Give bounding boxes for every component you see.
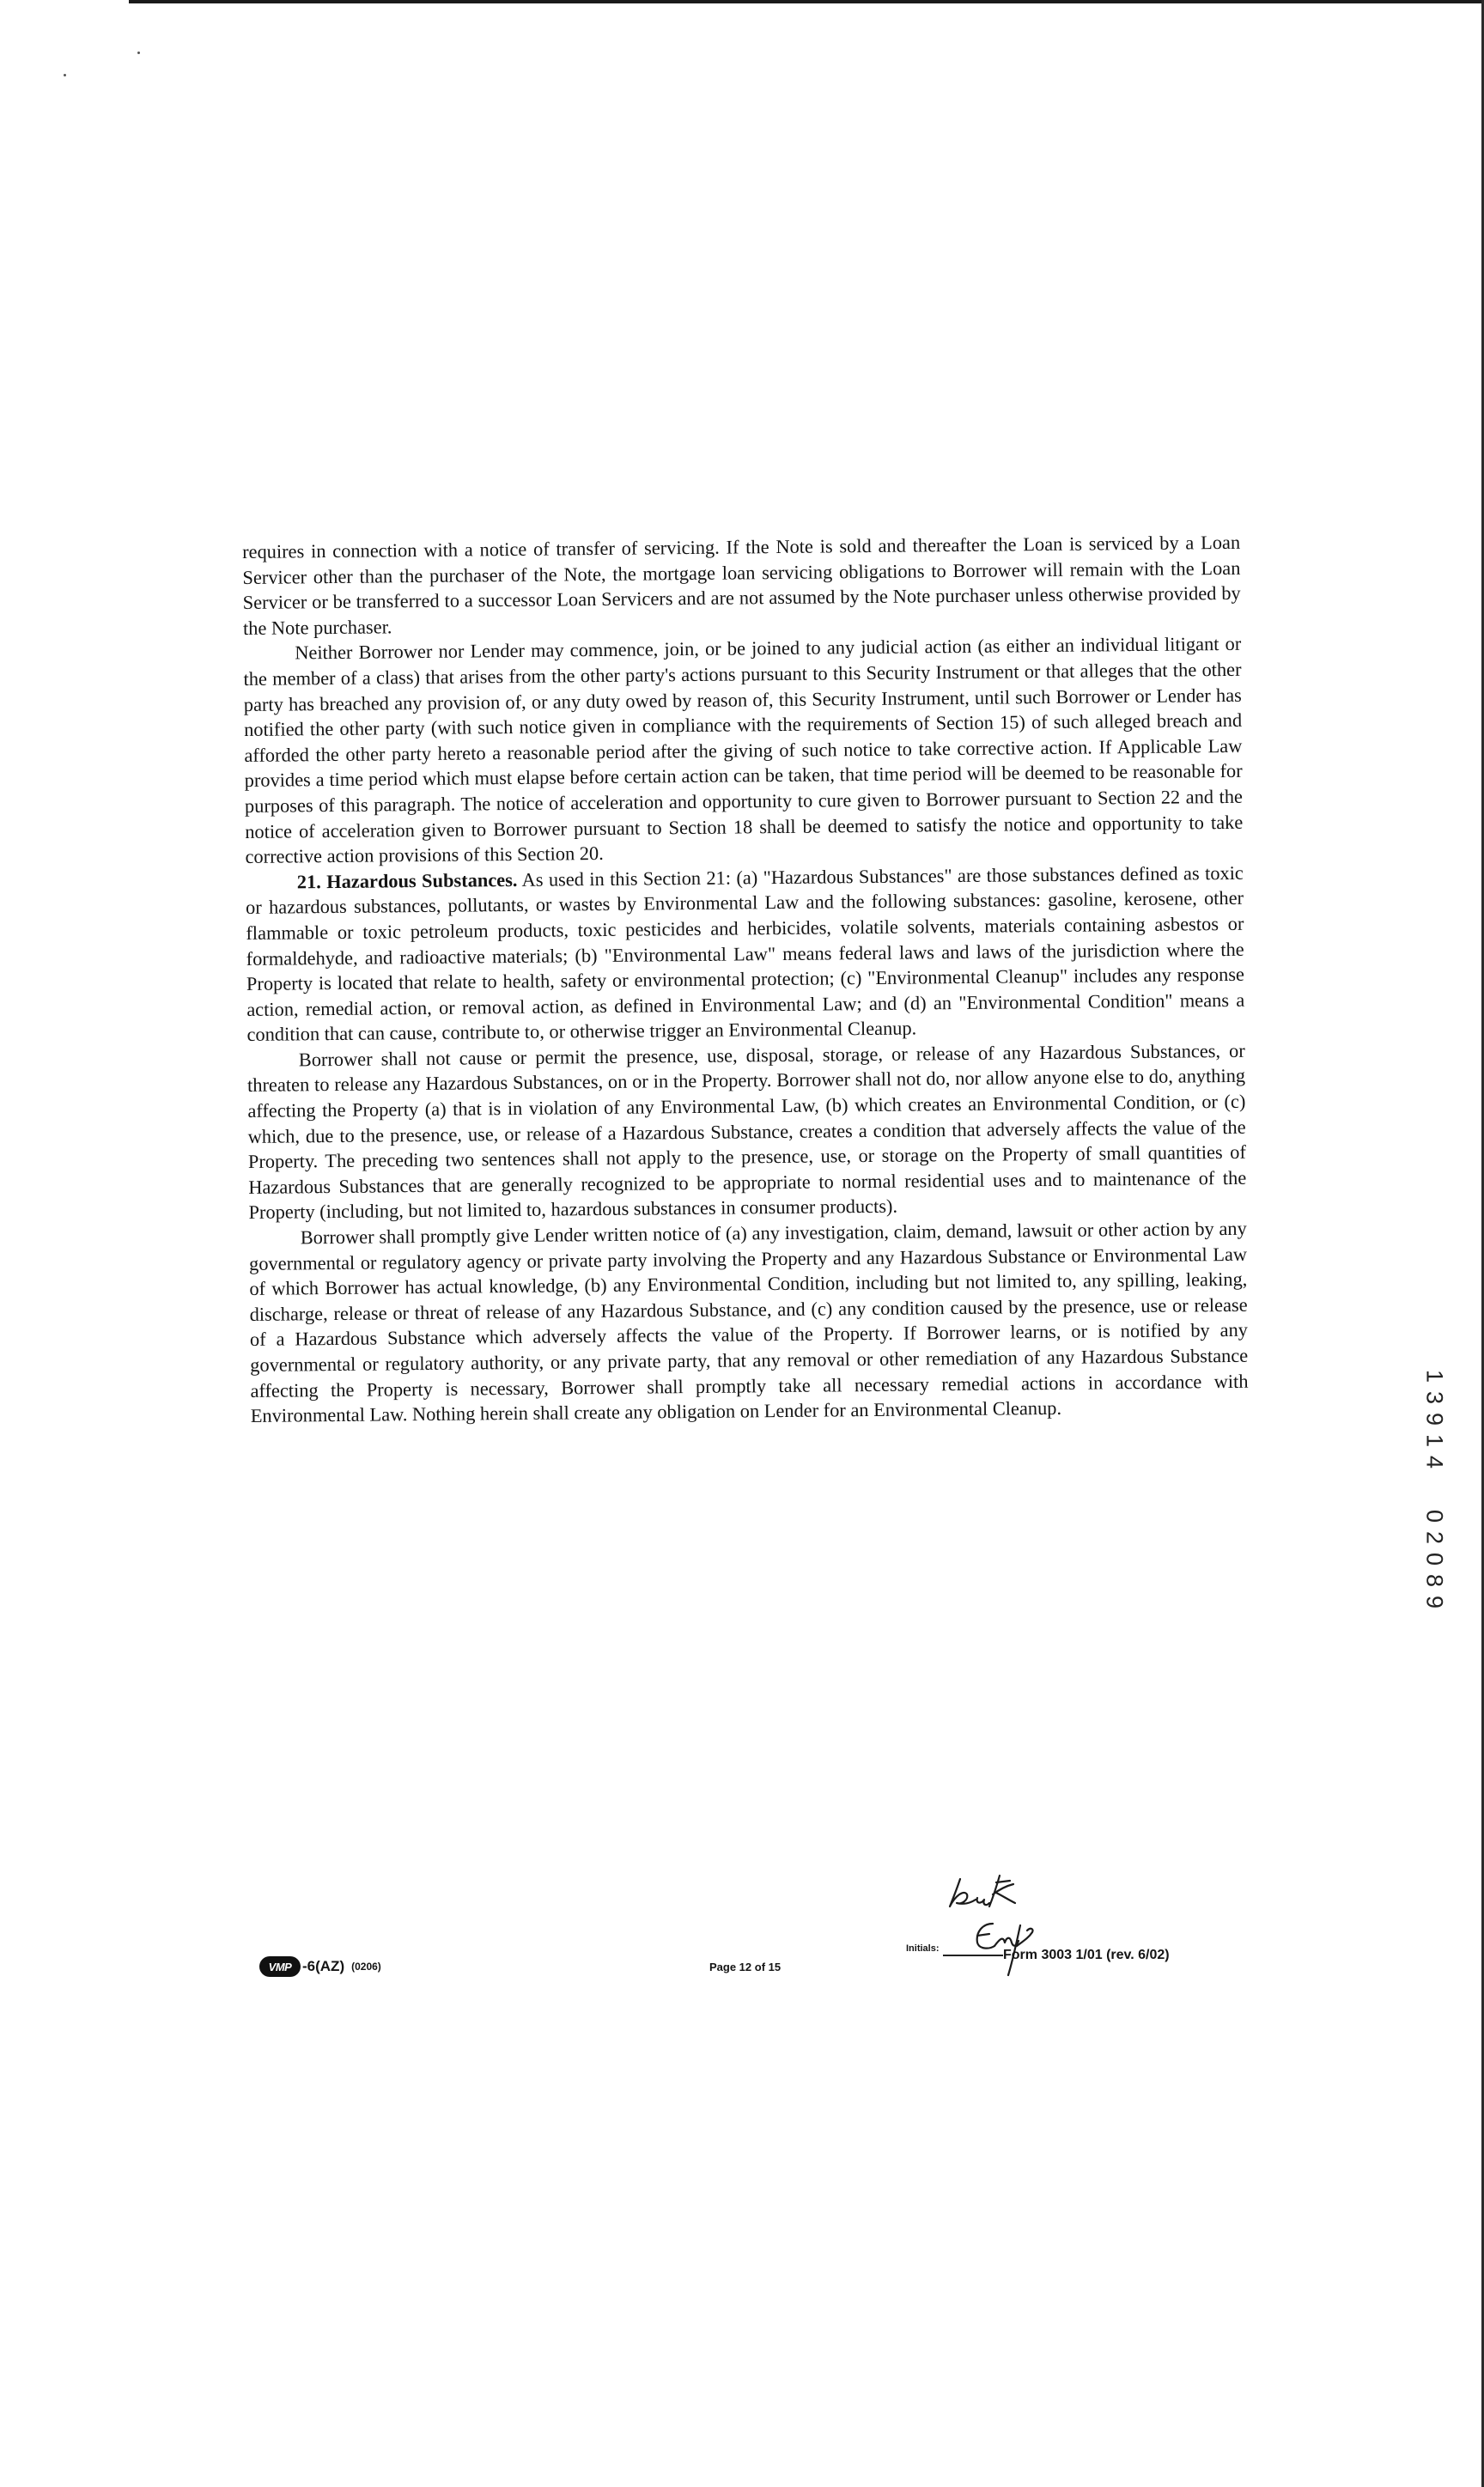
stamp-digit: 8 — [1421, 1573, 1448, 1588]
initials-label: Initials: — [906, 1943, 940, 1954]
paragraph-section-21 — [246, 860, 1245, 1048]
section-heading: 21. Hazardous Substances. — [296, 868, 518, 893]
scan-edge-top — [129, 0, 1484, 3]
vmp-logo-badge: VMP — [259, 1956, 301, 1977]
stamp-group-1 — [1421, 1365, 1448, 1473]
stamp-digit: 3 — [1421, 1390, 1448, 1405]
stamp-group-2 — [1421, 1505, 1448, 1613]
stamp-digit: 0 — [1421, 1552, 1448, 1566]
stamp-digit: 9 — [1421, 1412, 1448, 1426]
page-footer — [0, 1864, 1484, 2001]
paragraph-hazardous-use: Borrower shall not cause or permit the presence, use, disposal, storage, or release of any Hazardous Substances, or threaten to release any Hazardous Substances, on or in the Property. Borrower shall not do, nor allow anyone else to do, anything affecting the Property (a) that is in violation of any Environmental Law, (b) which creates an Environmental Condition, or (c) which, due to the presence, use, or release of a Hazardous Substance, creates a condition that adversely affects the value of the Property. The preceding two sentences shall not apply to the presence, use, or storage on the Property of small quantities of Hazardous Substances that are generally recognized to be appropriate to normal residential uses and to maintenance of the Property (including, but not limited to, hazardous substances in consumer products). — [246, 1039, 1247, 1224]
form-revision: (0206) — [351, 1961, 381, 1973]
stamp-digit: 4 — [1421, 1455, 1448, 1469]
stamp-digit: 1 — [1421, 1369, 1448, 1383]
vmp-logo — [259, 1956, 381, 1977]
document-body — [242, 530, 1249, 1429]
initials-line — [943, 1955, 1003, 1956]
paragraph-notice-of-grievance: Neither Borrower nor Lender may commence, join, or be joined to any judicial action (as either an individual litigant or the member of a class) that arises from the other party's actions pursuant to this Security Instrument or that alleges that the other party has breached any provision of, or any duty owed by reason of, this Security Instrument, until such Borrower or Lender has notified the other party (with such notice given in compliance with the requirements of Section 15) of such alleged breach and afforded the other party hereto a reasonable period after the giving of such notice to take corrective action. If Applicable Law provides a time period which must elapse before certain action can be taken, that time period will be deemed to be reasonable for purposes of this paragraph. The notice of acceleration and opportunity to cure given to Borrower pursuant to Section 22 and the notice of acceleration given to Borrower pursuant to Section 18 shall be deemed to satisfy the notice and opportunity to take corrective action provisions of this Section 20. — [243, 633, 1244, 868]
paragraph-servicing: requires in connection with a notice of transfer of servicing. If the Note is sold and thereafter the Loan is serviced by a Loan Servicer other than the purchaser of the Note, the mortgage loan servicing obligations to Borrower will remain with the Loan Servicer or be transferred to a successor Loan Servicers and are not assumed by the Note purchaser unless otherwise provided by the Note purchaser. — [242, 531, 1241, 639]
scan-speck — [137, 52, 140, 54]
stamp-digit: 1 — [1421, 1433, 1448, 1448]
page-number: Page 12 of 15 — [709, 1961, 782, 1973]
form-code: -6(AZ) — [302, 1958, 345, 1974]
form-identifier: Form 3003 1/01 (rev. 6/02) — [1003, 1948, 1170, 1962]
paragraph-hazardous-notice: Borrower shall promptly give Lender written notice of (a) any investigation, claim, demand, lawsuit or other action by any governmental or regulatory agency or private party involving the Property and any Hazardous Substance or Environmental Law of which Borrower has actual knowledge, (b) any Environmental Condition, including but not limited to, any spilling, leaking, discharge, release or threat of release of any Hazardous Substance, and (c) any condition caused by the presence, use or release of a Hazardous Substance which adversely affects the value of the Property. If Borrower learns, or is notified by any governmental or regulatory authority, or any private party, that any removal or other remediation of any Hazardous Substance affecting the Property is necessary, Borrower shall promptly take all necessary remedial actions in accordance with Environmental Law. Nothing herein shall create any obligation on Lender for an Environmental Cleanup. — [248, 1217, 1249, 1427]
stamp-digit: 0 — [1421, 1509, 1448, 1523]
stamp-digit: 9 — [1421, 1595, 1448, 1609]
scan-speck — [64, 74, 66, 76]
section-21-definitions: As used in this Section 21: (a) "Hazardous Substances" are those substances defined as toxic or hazardous substances, pollutants, or wastes by Environmental Law and the following substances: gasoline, kerosene, other flammable or toxic petroleum products, toxic pesticides and herbicides, volatile solvents, materials containing asbestos or formaldehyde, and radioactive materials; (b) "Environmental Law" means federal laws and laws of the jurisdiction where the Property is located that relate to health, safety or environmental protection; (c) "Environmental Cleanup" includes any response action, remedial action, or removal action, as defined in Environmental Law; and (d) an "Environmental Condition" means a condition that can cause, contribute to, or otherwise trigger an Environmental Cleanup. — [245, 861, 1245, 1046]
initials-signature — [910, 1864, 1099, 1984]
recording-number-stamp — [1419, 1365, 1450, 1613]
stamp-digit: 2 — [1421, 1530, 1448, 1545]
